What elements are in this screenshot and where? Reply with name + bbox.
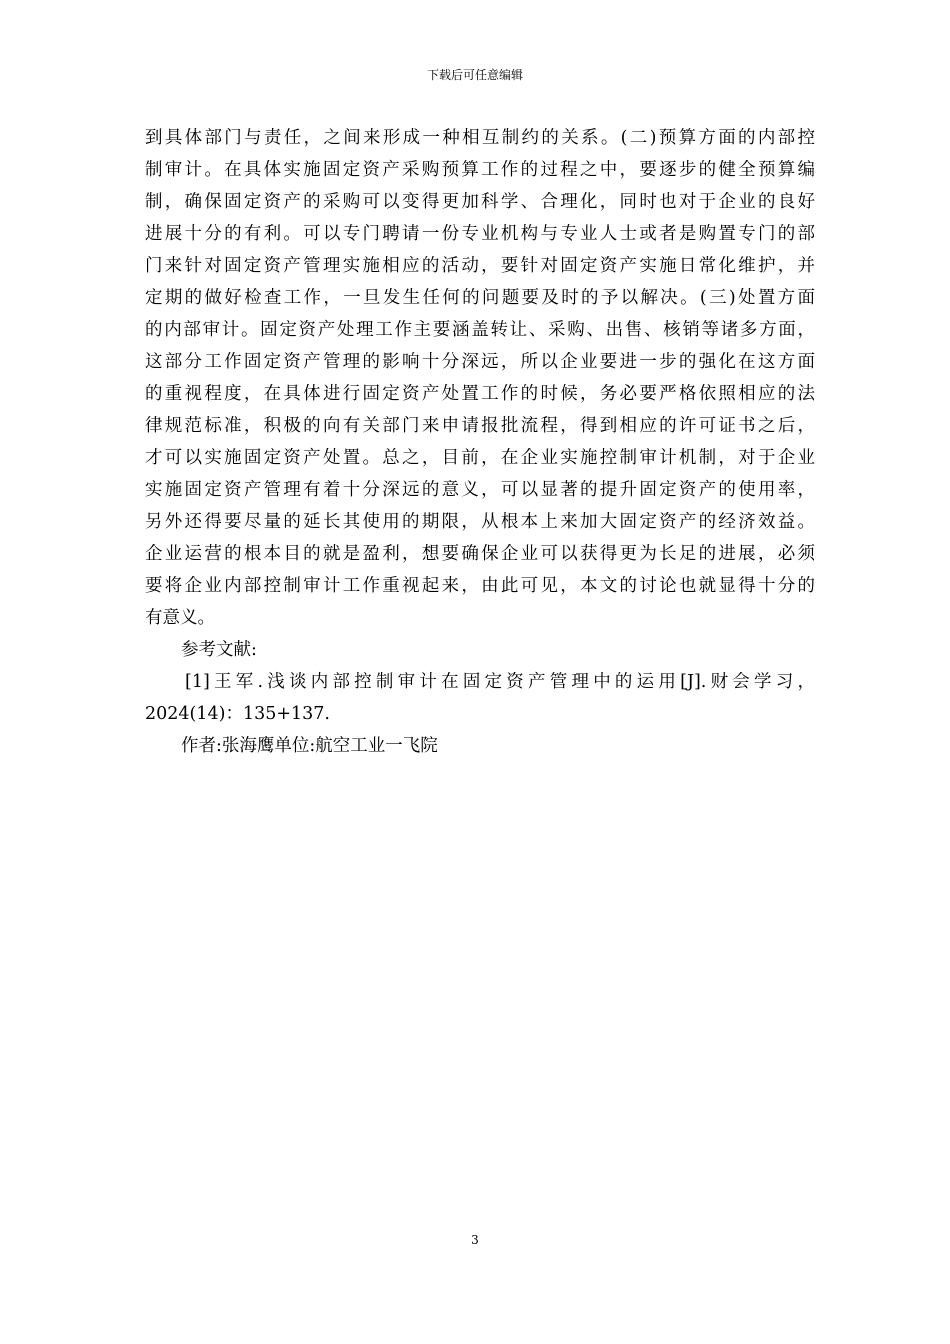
reference-item-1: [1]王军.浅谈内部控制审计在固定资产管理中的运用[J].财会学习， bbox=[185, 672, 815, 692]
body-text bbox=[145, 122, 815, 762]
page-header bbox=[0, 68, 950, 82]
reference-item-1-continued: 2024(14)：135+137. bbox=[145, 704, 330, 724]
body-line: 制，确保固定资产的采购可以变得更加科学、合理化，同时也对于企业的良好 bbox=[145, 192, 815, 212]
body-line: 定期的做好检查工作，一旦发生任何的问题要及时的予以解决。(三)处置方面 bbox=[145, 288, 815, 308]
references-heading: 参考文献: bbox=[181, 640, 257, 660]
body-line: 门来针对固定资产管理实施相应的活动，要针对固定资产实施日常化维护，并 bbox=[145, 256, 815, 276]
body-line: 才可以实施固定资产处置。总之，目前，在企业实施控制审计机制，对于企业 bbox=[145, 448, 815, 468]
body-line: 的内部审计。固定资产处理工作主要涵盖转让、采购、出售、核销等诸多方面， bbox=[145, 320, 815, 340]
body-line: 律规范标准，积极的向有关部门来申请报批流程，得到相应的许可证书之后， bbox=[145, 416, 815, 436]
body-line: 制审计。在具体实施固定资产采购预算工作的过程之中，要逐步的健全预算编 bbox=[145, 160, 815, 180]
body-line: 这部分工作固定资产管理的影响十分深远，所以企业要进一步的强化在这方面 bbox=[145, 352, 815, 372]
page-number: 3 bbox=[471, 1233, 479, 1247]
body-line: 实施固定资产管理有着十分深远的意义，可以显著的提升固定资产的使用率， bbox=[145, 480, 815, 500]
body-line-last: 有意义。 bbox=[145, 608, 215, 628]
author-line: 作者:张海鹰单位:航空工业一飞院 bbox=[181, 736, 438, 756]
page-footer bbox=[0, 1233, 950, 1247]
body-line: 企业运营的根本目的就是盈利，想要确保企业可以获得更为长足的进展，必须 bbox=[145, 544, 815, 564]
body-line: 进展十分的有利。可以专门聘请一份专业机构与专业人士或者是购置专门的部 bbox=[145, 224, 815, 244]
body-line: 另外还得要尽量的延长其使用的期限，从根本上来加大固定资产的经济效益。 bbox=[145, 512, 815, 532]
body-line: 要将企业内部控制审计工作重视起来，由此可见，本文的讨论也就显得十分的 bbox=[145, 576, 815, 596]
body-line: 到具体部门与责任，之间来形成一种相互制约的关系。(二)预算方面的内部控 bbox=[145, 128, 815, 148]
body-line: 的重视程度，在具体进行固定资产处置工作的时候，务必要严格依照相应的法 bbox=[145, 384, 815, 404]
header-text: 下载后可任意编辑 bbox=[426, 68, 523, 82]
